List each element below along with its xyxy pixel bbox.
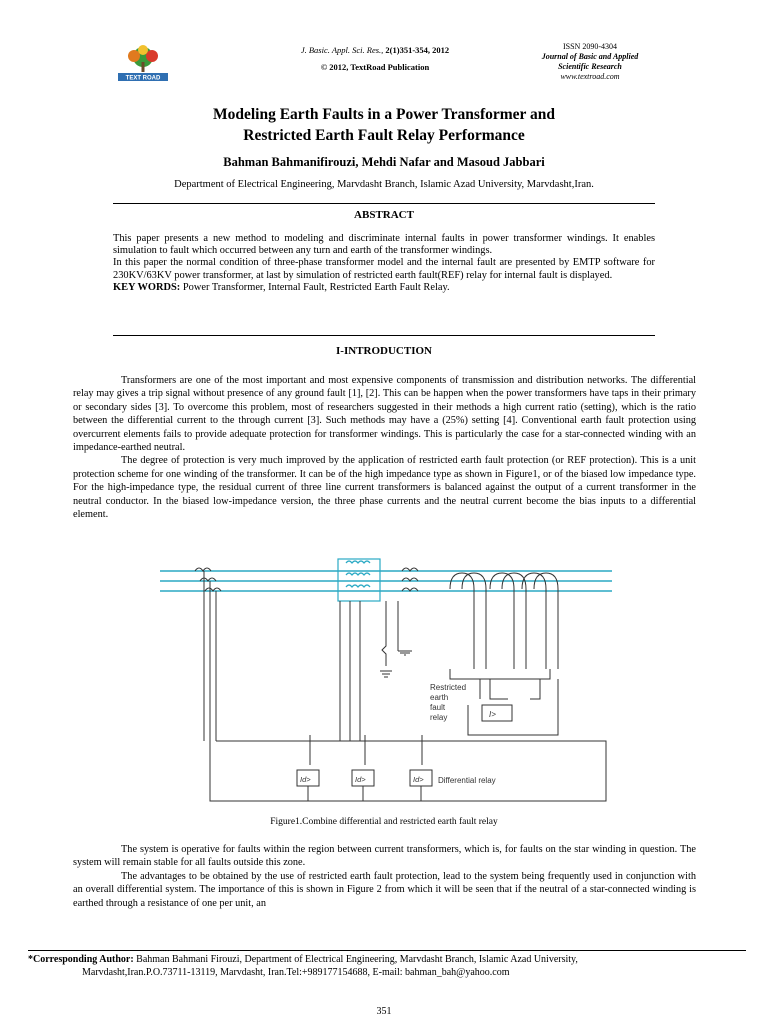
- figure-1-diagram: [150, 555, 620, 810]
- abstract-bottom-rule: [113, 335, 655, 336]
- footnote-rule: [28, 950, 746, 951]
- abstract-paragraph-1: This paper presents a new method to modeling and discriminate internal faults in power transformer windings. It enables simulation to fault which occurred between any turn and earth of the transformer windings.: [113, 233, 655, 257]
- intro-paragraph-2: The degree of protection is very much improved by the application of restricted earth fault protection (or REF protection). This is a unit protection scheme for one winding of the transformer. It can be of the high impedance type as shown in Figure1, or of the biased low impedance type. For the high-impedance type, the residual current of three line current transformers is balanced against the output of a current transformer in the neutral conductor. In the biased low-impedance version, the three phase currents and the neutral current become the bias inputs to a differential element.: [73, 455, 696, 521]
- affiliation: Department of Electrical Engineering, Marvdasht Branch, Islamic Azad University, Marvdasht,Iran.: [174, 179, 594, 190]
- journal-citation: J. Basic. Appl. Sci. Res., 2(1)351-354, 2012: [300, 45, 450, 55]
- journal-website[interactable]: www.textroad.com: [560, 72, 620, 81]
- journal-name-1: Journal of Basic and Applied: [541, 52, 639, 61]
- abstract-paragraph-2: In this paper the normal condition of three-phase transformer model and the internal fault are presented by EMTP software for 230KV/63KV power transformer, at last by simulation of restricted earth fault(REF) relay for internal fault is displayed.: [113, 257, 655, 281]
- ref-relay-symbol: I>: [489, 710, 496, 719]
- figure-caption: Figure1.Combine differential and restricted earth fault relay: [270, 817, 498, 827]
- introduction-body: [73, 374, 696, 521]
- tree-icon: [128, 45, 158, 72]
- journal-header: [220, 42, 530, 76]
- abstract-heading: ABSTRACT: [354, 209, 414, 221]
- copyright: © 2012, TextRoad Publication: [320, 62, 430, 72]
- abstract-body: [113, 233, 655, 294]
- textroad-logo: [110, 44, 176, 84]
- three-phase-bus: [160, 571, 612, 591]
- diff-relay-symbol-3: Id>: [413, 775, 424, 784]
- intro-paragraph-1: Transformers are one of the most important and most expensive components of transmission and distribution networks. The differential relay may gives a trip signal without presence of any ground fault [1], [2]. This can be happen when the power transformers have taps in their primary or secondary sides [3]. To overcome this problem, most of researchers suggested in their methods a high current ratio (setting), which is the ratio between the differential current to the through current [3]. Such methods may have a (25%) setting [4]. Conventional earth fault protection using overcurrent elements fails to provide adequate protection for transformer windings. This is particularly the case for a star-connected winding with an impedance-earthed neutral.: [73, 375, 696, 454]
- authors: Bahman Bahmanifirouzi, Mehdi Nafar and Masoud Jabbari: [223, 155, 545, 169]
- introduction-body-continued: [73, 843, 696, 910]
- abstract-top-rule: [113, 203, 655, 204]
- issn: ISSN 2090-4304: [562, 42, 617, 51]
- page-number: 351: [376, 1006, 392, 1017]
- intro-paragraph-4: The advantages to be obtained by the use of restricted earth fault protection, lead to the system being frequently used in conjunction with an overall differential system. The importance of this is shown in Figure 2 from which it will be seen that if the neutral of a star-connected winding is earthed through a resistance of one per unit, an: [73, 870, 696, 909]
- differential-relay-label: Differential relay: [438, 776, 496, 785]
- intro-paragraph-3: The system is operative for faults within the region between current transformers, which is, for faults on the star winding in question. The system will remain stable for all faults outside this zone.: [73, 844, 696, 869]
- journal-name-2: Scientific Research: [558, 62, 622, 71]
- ref-label-line-4: relay: [430, 713, 448, 722]
- current-transformers: [195, 568, 606, 801]
- diff-relay-symbol-2: Id>: [355, 775, 366, 784]
- logo-text: TEXT ROAD: [125, 75, 161, 82]
- keywords: KEY WORDS: Power Transformer, Internal Fault, Restricted Earth Fault Relay.: [113, 281, 450, 293]
- journal-info: [520, 42, 660, 82]
- ref-label-line-2: earth: [430, 693, 449, 702]
- diff-relay-symbol-1: Id>: [300, 775, 311, 784]
- corresponding-author-footnote: *Corresponding Author: Bahman Bahmani Firouzi, Department of Electrical Engineering, Marvdasht Branch, Islamic Azad University, Marvdasht,Iran.P.O.73711-13119, Marvdasht, Iran.Tel:+989177154688, E-mail: bahman_bah@yahoo.com: [28, 954, 578, 978]
- paper-title: Modeling Earth Faults in a Power Transformer and Restricted Earth Fault Relay Performance: [212, 106, 555, 144]
- ref-label-line-3: fault: [430, 703, 446, 712]
- power-transformer: [338, 559, 380, 601]
- introduction-heading: I-INTRODUCTION: [336, 345, 432, 357]
- ref-label-line-1: Restricted: [430, 683, 467, 692]
